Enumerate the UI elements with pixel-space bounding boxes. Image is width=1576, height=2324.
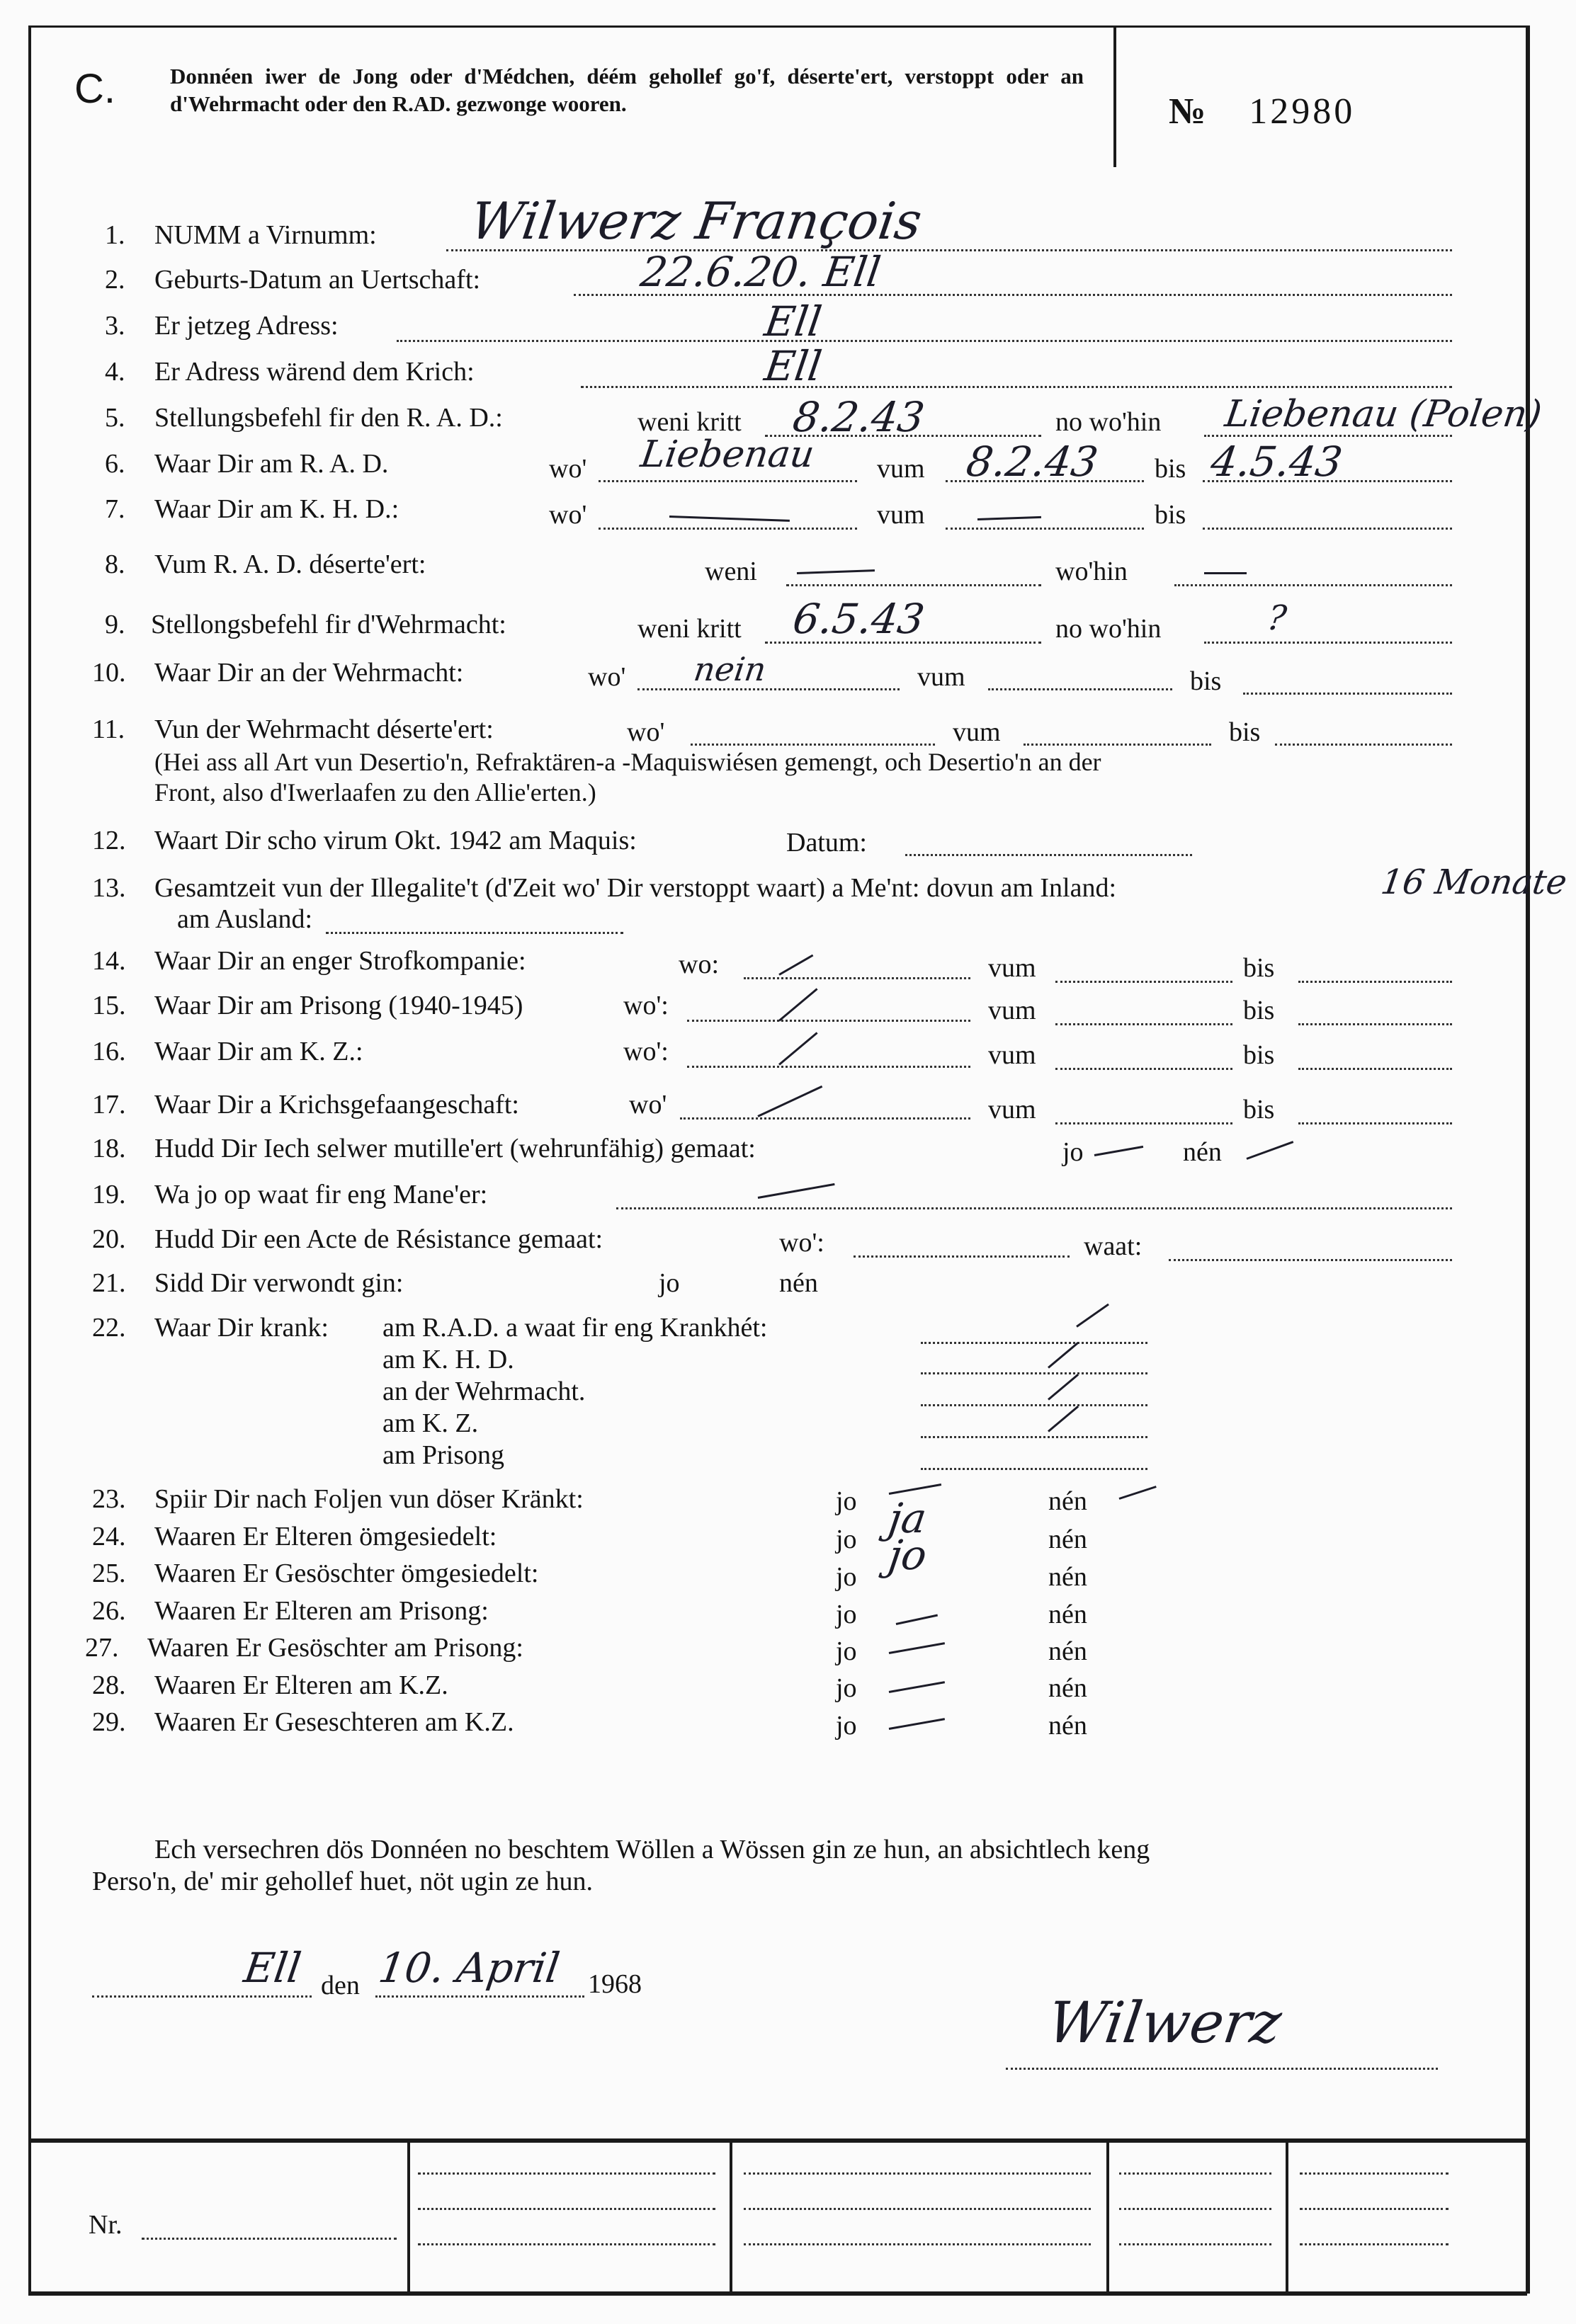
q-label-where: wo' — [629, 1090, 667, 1120]
field-desert-where[interactable] — [1174, 584, 1452, 586]
q-label-from: vum — [988, 1095, 1036, 1124]
field-sick-prison[interactable] — [921, 1468, 1147, 1470]
field-desert-date[interactable] — [786, 584, 1041, 586]
hw-rad-to: 4.5.43 — [1208, 438, 1346, 486]
q-label-no: nén — [1048, 1486, 1087, 1516]
q-label: Waaren Er Gesöschter am Prisong: — [147, 1633, 523, 1663]
hw-birth: 22.6.20. Ell — [637, 248, 884, 296]
field-prison-to[interactable] — [1298, 1023, 1452, 1025]
number-value: 12980 — [1249, 91, 1356, 132]
q-sub-khd: am K. H. D. — [382, 1345, 514, 1374]
q-label-no: nén — [1048, 1562, 1087, 1592]
footer-field[interactable] — [744, 2208, 1091, 2210]
q-number: 9. — [105, 610, 125, 639]
field-maquis-date[interactable] — [905, 854, 1192, 856]
footer-field[interactable] — [744, 2172, 1091, 2175]
q-label-where: wo': — [623, 1037, 669, 1066]
footer-field[interactable] — [1300, 2243, 1449, 2245]
q-label: Wa jo op waat fir eng Mane'er: — [154, 1180, 488, 1209]
q-label: Vum R. A. D. déserte'ert: — [154, 549, 426, 579]
field-khd-place[interactable] — [599, 528, 857, 530]
q-label-from: vum — [917, 662, 965, 692]
q-label: Er Adress wärend dem Krich: — [154, 357, 475, 387]
q-label-yes: jo — [836, 1673, 857, 1703]
field-strofkompanie-from[interactable] — [1055, 981, 1232, 983]
q-label-date: Datum: — [786, 828, 867, 858]
q-label: Waaren Er Gesöschter ömgesiedelt: — [154, 1559, 539, 1588]
q-label-where: wo': — [779, 1228, 824, 1258]
q-note: Front, also d'Iwerlaafen zu den Allie'erten.) — [154, 778, 596, 807]
declaration-line-1: Ech versechren dös Donnéen no beschtem Wöllen a Wössen gin ze hun, an absichtlech keng — [154, 1835, 1150, 1864]
q-label-rad: am R.A.D. a waat fir eng Krankhét: — [382, 1313, 768, 1343]
footer-col-divider — [1106, 2138, 1109, 2291]
field-abroad[interactable] — [326, 932, 623, 934]
q-label-to: bis — [1190, 666, 1222, 696]
field-khd-to[interactable] — [1203, 528, 1452, 530]
hw-date: 10. April — [375, 1944, 563, 1992]
q-label: Waar Dir am R. A. D. — [154, 449, 389, 479]
hw-name: Wilwerz François — [467, 191, 926, 251]
q-label: Waar Dir a Krichsgefaangeschaft: — [154, 1090, 519, 1120]
q-label-no: nén — [1048, 1636, 1087, 1666]
q-number: 20. — [92, 1224, 126, 1254]
q-label-where: wo'hin — [1055, 557, 1128, 586]
q-label: Waar Dir am Prisong (1940-1945) — [154, 991, 523, 1020]
field-pow-place[interactable] — [680, 1117, 970, 1120]
date-den: den — [321, 1971, 360, 2000]
field-address[interactable] — [397, 340, 1452, 342]
hw-inland: 16 Monate — [1378, 862, 1570, 902]
q-label-no: nén — [1048, 1525, 1087, 1554]
q-label-where: wo: — [679, 950, 719, 979]
q-number: 25. — [92, 1559, 126, 1588]
q-label: Hudd Dir Iech selwer mutille'ert (wehrunfähig) gemaat: — [154, 1134, 756, 1163]
field-prison-place[interactable] — [687, 1020, 970, 1022]
hw-rad-from: 8.2.43 — [963, 438, 1101, 486]
field-resistance-place[interactable] — [854, 1255, 1070, 1258]
q-number: 24. — [92, 1522, 126, 1551]
field-date[interactable] — [375, 1995, 584, 1998]
footer-field[interactable] — [418, 2172, 715, 2175]
field-resistance-what[interactable] — [1169, 1259, 1452, 1261]
q-label-yes: jo — [659, 1268, 680, 1298]
field-strofkompanie-place[interactable] — [744, 977, 970, 979]
q-label-where: wo': — [623, 991, 669, 1020]
q-number: 28. — [92, 1670, 126, 1700]
field-kz-to[interactable] — [1298, 1068, 1452, 1070]
q-label-to: bis — [1243, 1095, 1275, 1124]
hw-rad-date: 8.2.43 — [790, 393, 928, 441]
q-label: Vun der Wehrmacht déserte'ert: — [154, 714, 494, 744]
q-label-what: waat: — [1084, 1231, 1143, 1261]
q-label: Waar Dir krank: — [154, 1313, 329, 1343]
q-label-where: wo' — [588, 662, 626, 692]
field-sick-khd[interactable] — [921, 1372, 1147, 1374]
q-number: 2. — [105, 265, 125, 295]
footer-field[interactable] — [1119, 2243, 1271, 2245]
field-war-address[interactable] — [581, 386, 1452, 388]
q-number: 14. — [92, 946, 126, 976]
hw-war-address: Ell — [761, 342, 825, 390]
field-wehrmacht-from[interactable] — [988, 688, 1172, 690]
footer-bottom-rule — [28, 2291, 1527, 2296]
q-number: 27. — [85, 1633, 119, 1663]
q-label: Waar Dir am K. H. D.: — [154, 494, 399, 524]
q-label-yes: jo — [1062, 1137, 1084, 1167]
q-label-where: wo' — [549, 500, 587, 530]
footer-field[interactable] — [418, 2208, 715, 2210]
date-year: 1968 — [588, 1969, 642, 1999]
field-mutilation-manner[interactable] — [616, 1207, 1452, 1209]
field-desert-to[interactable] — [1275, 744, 1452, 746]
q-number: 3. — [105, 311, 125, 341]
field-pow-to[interactable] — [1298, 1122, 1452, 1124]
q-label: Stellongsbefehl fir d'Wehrmacht: — [151, 610, 506, 639]
q-label: Hudd Dir een Acte de Résistance gemaat: — [154, 1224, 603, 1254]
q-label: Sidd Dir verwondt gin: — [154, 1268, 404, 1298]
footer-field[interactable] — [418, 2243, 715, 2245]
hw-rad-where: Liebenau (Polen) — [1222, 393, 1545, 435]
q-label: Er jetzeg Adress: — [154, 311, 339, 341]
q-label-where: wo' — [627, 717, 665, 747]
footer-field[interactable] — [1300, 2208, 1449, 2210]
q-label: Waaren Er Elteren am Prisong: — [154, 1596, 489, 1626]
footer-field[interactable] — [1300, 2172, 1449, 2175]
q-number: 10. — [92, 658, 126, 688]
q-label: Spiir Dir nach Foljen vun döser Kränkt: — [154, 1484, 584, 1514]
field-strofkompanie-to[interactable] — [1298, 981, 1452, 983]
q-label-to: bis — [1155, 454, 1186, 484]
declaration-line-2: Perso'n, de' mir gehollef huet, nöt ugin ze hun. — [92, 1867, 594, 1896]
q-label: Geburts-Datum an Uertschaft: — [154, 265, 481, 295]
q-label-to: bis — [1243, 1040, 1275, 1070]
field-pow-from[interactable] — [1055, 1122, 1232, 1124]
field-sick-rad[interactable] — [921, 1342, 1147, 1344]
section-letter: C. — [74, 66, 115, 112]
q-number: 4. — [105, 357, 125, 387]
q-label-abroad: am Ausland: — [177, 904, 313, 934]
q-label-where: wo' — [549, 454, 587, 484]
hw-address: Ell — [761, 297, 825, 346]
field-khd-from[interactable] — [946, 528, 1144, 530]
q-number: 16. — [92, 1037, 126, 1066]
q-sub-wehrmacht: an der Wehrmacht. — [382, 1377, 586, 1406]
field-desert-from[interactable] — [1024, 744, 1211, 746]
field-prison-from[interactable] — [1055, 1023, 1232, 1025]
q-number: 23. — [92, 1484, 126, 1514]
q-label-to: bis — [1243, 953, 1275, 983]
q-number: 11. — [92, 714, 125, 744]
field-place[interactable] — [92, 1995, 312, 1998]
q-number: 5. — [105, 403, 125, 433]
q-number: 13. — [92, 873, 126, 903]
footer-col-divider — [407, 2138, 410, 2291]
q-number: 22. — [92, 1313, 126, 1343]
q-note: (Hei ass all Art vun Desertio'n, Refraktären-a -Maquiswiésen gemengt, och Desertio'n an der — [154, 748, 1101, 776]
hw-wehrmacht-date: 6.5.43 — [790, 595, 928, 643]
q-label: Gesamtzeit vun der Illegalite't (d'Zeit wo' Dir verstoppt waart) a Me'nt: dovun am Inland: — [154, 873, 1117, 903]
q-number: 1. — [105, 220, 125, 250]
q-number: 8. — [105, 549, 125, 579]
hw-signature: Wilwerz — [1043, 1990, 1286, 2056]
q-label-from: vum — [877, 500, 925, 530]
hw-siblings-resettled: jo — [885, 1531, 930, 1579]
field-desert-place[interactable] — [691, 744, 935, 746]
q-label-from: vum — [988, 1040, 1036, 1070]
q-number: 7. — [105, 494, 125, 524]
q-label-when: weni kritt — [637, 614, 742, 644]
footer-field[interactable] — [744, 2243, 1091, 2245]
q-label: Waar Dir an enger Strofkompanie: — [154, 946, 526, 976]
field-nr[interactable] — [142, 2238, 397, 2240]
q-label-to: bis — [1243, 996, 1275, 1025]
q-number: 15. — [92, 991, 126, 1020]
hw-wehrmacht-service: nein — [691, 650, 769, 688]
dash-mark — [1204, 572, 1247, 574]
q-number: 17. — [92, 1090, 126, 1120]
footer-nr-label: Nr. — [89, 2210, 123, 2240]
q-label-no: nén — [1048, 1673, 1087, 1703]
q-label: Waaren Er Elteren ömgesiedelt: — [154, 1522, 497, 1551]
q-label-from: vum — [988, 996, 1036, 1025]
footer-field[interactable] — [1119, 2208, 1271, 2210]
hw-place: Ell — [241, 1944, 305, 1992]
footer-col-divider — [730, 2138, 732, 2291]
q-label: Waar Dir an der Wehrmacht: — [154, 658, 464, 688]
field-wehrmacht-place[interactable] — [637, 688, 900, 690]
q-sub-kz: am K. Z. — [382, 1408, 479, 1438]
q-label-yes: jo — [836, 1636, 857, 1666]
footer-field[interactable] — [1119, 2172, 1271, 2175]
q-label-yes: jo — [836, 1600, 857, 1629]
q-label-no: nén — [1048, 1711, 1087, 1741]
q-label-to: bis — [1229, 717, 1261, 747]
q-label-no: nén — [1048, 1600, 1087, 1629]
field-kz-place[interactable] — [687, 1066, 970, 1068]
q-label: NUMM a Virnumm: — [154, 220, 377, 250]
field-signature[interactable] — [1006, 2068, 1438, 2070]
q-label-where: no wo'hin — [1055, 614, 1162, 644]
field-kz-from[interactable] — [1055, 1068, 1232, 1070]
q-label-yes: jo — [836, 1486, 857, 1516]
hw-rad-place: Liebenau — [637, 433, 817, 476]
q-label: Waart Dir scho virum Okt. 1942 am Maquis: — [154, 826, 637, 855]
q-label: Stellungsbefehl fir den R. A. D.: — [154, 403, 503, 433]
field-rad-place[interactable] — [599, 480, 857, 482]
q-number: 18. — [92, 1134, 126, 1163]
q-label-yes: jo — [836, 1562, 857, 1592]
q-label: Waaren Er Geseschteren am K.Z. — [154, 1707, 514, 1737]
q-label-from: vum — [988, 953, 1036, 983]
field-sick-wehrmacht[interactable] — [921, 1404, 1147, 1406]
q-label-when: weni kritt — [637, 407, 742, 437]
q-label-yes: jo — [836, 1711, 857, 1741]
number-sign: № — [1169, 91, 1209, 132]
q-label-where: no wo'hin — [1055, 407, 1162, 437]
form-number — [1169, 91, 1355, 132]
form-intro: Donnéen iwer de Jong oder d'Médchen, déém gehollef go'f, déserte'ert, verstoppt oder an d'Wehrmacht oder den R.AD. gezwonge wooren. — [170, 64, 1084, 116]
field-wehrmacht-to[interactable] — [1243, 693, 1452, 695]
q-number: 21. — [92, 1268, 126, 1298]
field-wehrmacht-where[interactable] — [1204, 642, 1452, 644]
q-number: 6. — [105, 449, 125, 479]
field-sick-kz[interactable] — [921, 1436, 1147, 1438]
footer-top-rule — [28, 2138, 1527, 2143]
q-label-from: vum — [877, 454, 925, 484]
q-sub-prison: am Prisong — [382, 1440, 505, 1470]
q-label-no: nén — [1183, 1137, 1222, 1167]
q-label-from: vum — [953, 717, 1001, 747]
footer-col-divider — [1286, 2138, 1288, 2291]
q-label-when: weni — [705, 557, 757, 586]
q-label-to: bis — [1155, 500, 1186, 530]
q-label-no: nén — [779, 1268, 818, 1298]
q-number: 12. — [92, 826, 126, 855]
q-label: Waaren Er Elteren am K.Z. — [154, 1670, 448, 1700]
hw-parents-resettled: ja — [885, 1494, 930, 1542]
q-label: Waar Dir am K. Z.: — [154, 1037, 363, 1066]
q-number: 19. — [92, 1180, 126, 1209]
q-label-yes: jo — [836, 1525, 857, 1554]
hw-wehrmacht-where: ? — [1265, 598, 1289, 638]
header-divider — [1113, 25, 1116, 167]
q-number: 29. — [92, 1707, 126, 1737]
q-number: 26. — [92, 1596, 126, 1626]
